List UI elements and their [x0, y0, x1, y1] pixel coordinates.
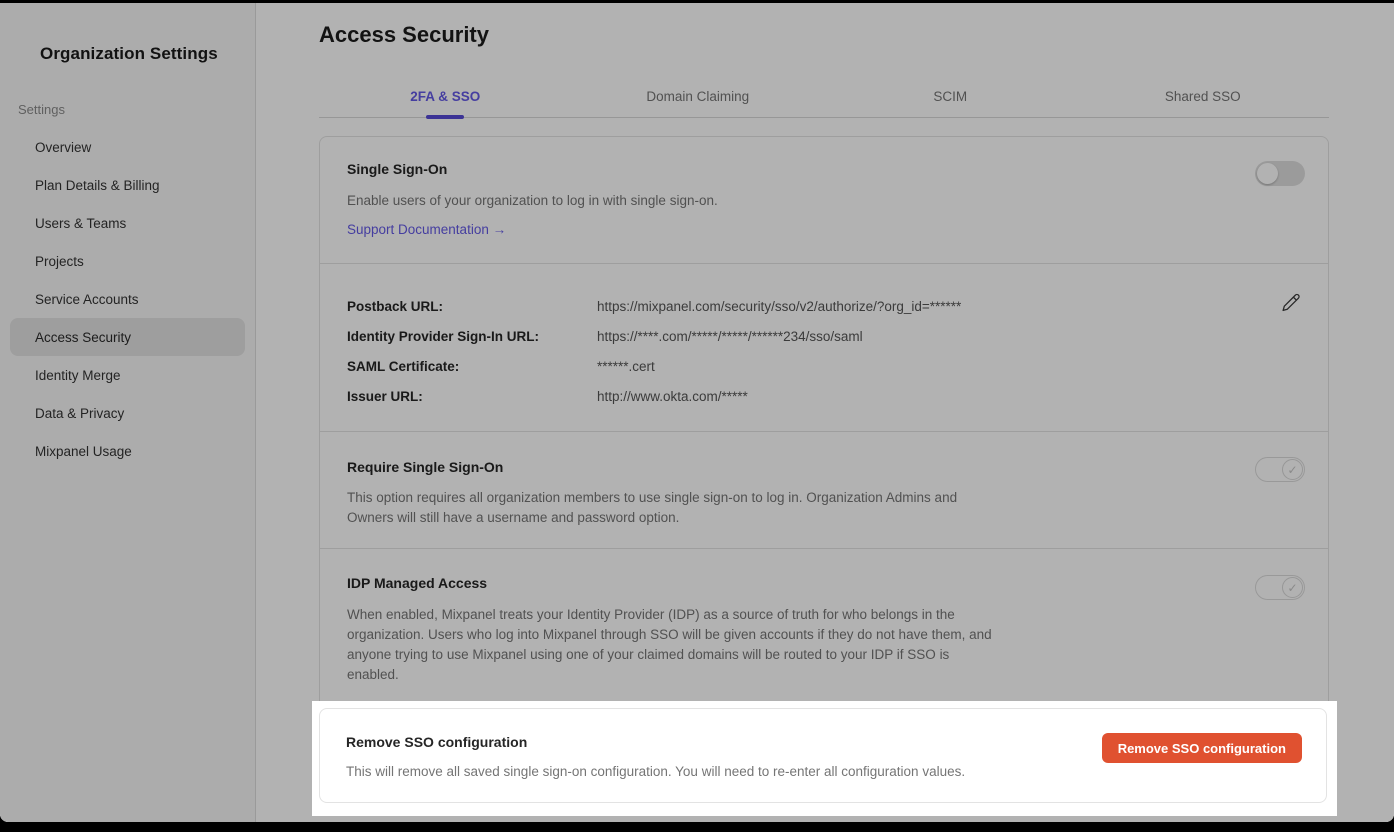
sidebar-item-data-privacy[interactable]: Data & Privacy [35, 405, 125, 421]
remove-sso-description: This will remove all saved single sign-on configuration. You will need to re-enter all configuration values. [346, 764, 966, 779]
spotlight-highlight [312, 701, 1337, 816]
tab-scim[interactable]: SCIM [933, 89, 968, 104]
idp-managed-access-description: When enabled, Mixpanel treats your Identity Provider (IDP) as a source of truth for who belongs in the organization. Users who log into Mixpanel through SSO will be given accounts if they do not have them, and anyone trying to use Mixpanel using one of your claimed domains will be routed to your IDP if SSO is enabled. [347, 607, 992, 682]
tab-shared-sso[interactable]: Shared SSO [1164, 89, 1241, 104]
saml-certificate-value: ******.cert [597, 358, 655, 374]
issuer-url-label: Issuer URL: [347, 388, 423, 404]
require-sso-title: Require Single Sign-On [347, 459, 504, 475]
sidebar-item-access-security[interactable]: Access Security [10, 318, 245, 356]
postback-url-label: Postback URL: [347, 298, 444, 314]
idp-managed-access-title: IDP Managed Access [347, 575, 488, 591]
single-sign-on-description: Enable users of your organization to log in with single sign-on. [347, 193, 718, 208]
support-documentation-label: Support Documentation [347, 222, 489, 237]
sidebar-item-overview[interactable]: Overview [35, 139, 92, 155]
sidebar-item-service-accounts[interactable]: Service Accounts [35, 291, 139, 307]
saml-certificate-label: SAML Certificate: [347, 358, 460, 374]
toggle-knob-check-icon: ✓ [1282, 577, 1303, 598]
single-sign-on-title: Single Sign-On [347, 161, 448, 177]
tab-2fa-sso-label: 2FA & SSO [410, 89, 481, 104]
dim-overlay [0, 3, 1394, 822]
sidebar-title: Organization Settings [40, 44, 218, 63]
sidebar-item-identity-merge[interactable]: Identity Merge [35, 367, 121, 383]
idp-signin-url-value: https://****.com/*****/*****/******234/sso/saml [597, 328, 863, 344]
issuer-url-value: http://www.okta.com/***** [597, 388, 748, 404]
remove-sso-configuration-button[interactable]: Remove SSO configuration [1102, 733, 1302, 763]
sidebar-item-plan-details-billing[interactable]: Plan Details & Billing [35, 177, 160, 193]
app-window [0, 3, 1394, 822]
tab-domain-claiming[interactable]: Domain Claiming [646, 89, 750, 104]
toggle-knob-check-icon: ✓ [1282, 459, 1303, 480]
sidebar-item-projects[interactable]: Projects [35, 253, 84, 269]
require-sso-description: This option requires all organization members to use single sign-on to log in. Organization Admins and Owners will still have a username and password option. [347, 490, 958, 525]
sidebar-section-label: Settings [18, 102, 65, 117]
postback-url-value: https://mixpanel.com/security/sso/v2/authorize/?org_id=****** [597, 298, 962, 314]
page-title: Access Security [319, 22, 489, 47]
sidebar-item-mixpanel-usage[interactable]: Mixpanel Usage [35, 443, 132, 459]
sidebar-item-users-teams[interactable]: Users & Teams [35, 215, 127, 231]
section-remove-sso [319, 708, 1327, 803]
remove-sso-title: Remove SSO configuration [346, 734, 528, 750]
arrow-right-icon: → [492, 222, 507, 237]
idp-signin-url-label: Identity Provider Sign-In URL: [347, 328, 540, 344]
